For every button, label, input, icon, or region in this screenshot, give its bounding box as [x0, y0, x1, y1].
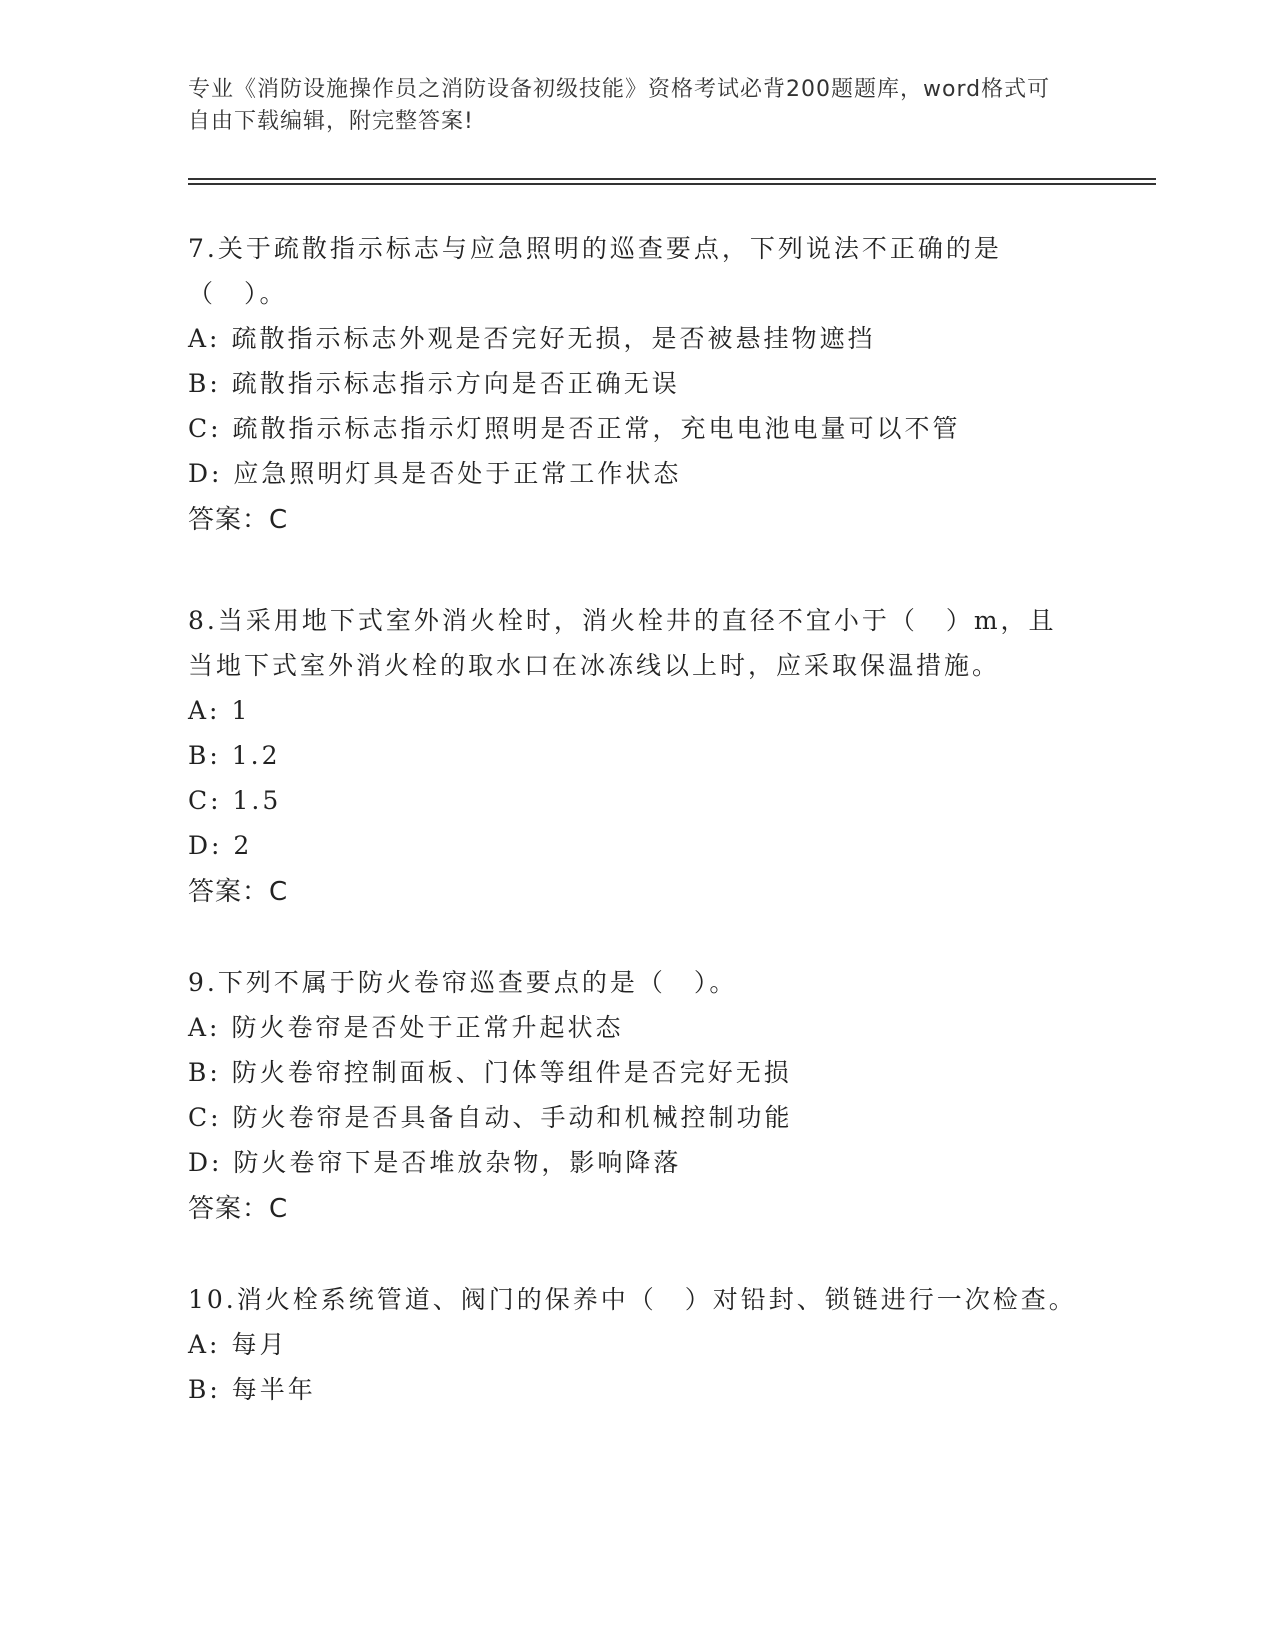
option-letter: B: [188, 1375, 221, 1404]
option-b [188, 361, 1078, 406]
option-letter: C: [188, 414, 222, 443]
question-7 [188, 226, 1078, 544]
option-letter: A: [188, 696, 221, 725]
option-letter: D: [188, 831, 223, 860]
option-letter: A: [188, 1330, 221, 1359]
option-text: 疏散指示标志指示灯照明是否正常，充电电池电量可以不管 [232, 414, 961, 443]
option-letter: A: [188, 324, 221, 353]
option-d [188, 823, 1078, 868]
option-c [188, 406, 1078, 451]
option-b [188, 1050, 1078, 1095]
header-divider-bottom [188, 183, 1156, 185]
option-a [188, 316, 1078, 361]
option-text: 1.5 [232, 786, 282, 815]
document-header: 专业《消防设施操作员之消防设备初级技能》资格考试必背200题题库，word格式可自由下载编辑，附完整答案! [188, 77, 1051, 134]
question-stem: 7.关于疏散指示标志与应急照明的巡查要点，下列说法不正确的是（ ）。 [188, 234, 1002, 308]
question-stem: 10.消火栓系统管道、阀门的保养中（ ）对铅封、锁链进行一次检查。 [188, 1285, 1077, 1314]
question-stem: 9.下列不属于防火卷帘巡查要点的是（ ）。 [188, 968, 738, 997]
option-letter: C: [188, 786, 222, 815]
option-b [188, 733, 1078, 778]
option-letter: D: [188, 1148, 223, 1177]
option-d [188, 451, 1078, 496]
option-b [188, 1367, 1078, 1412]
option-text: 应急照明灯具是否处于正常工作状态 [233, 459, 682, 488]
option-letter: A: [188, 1013, 221, 1042]
option-a [188, 688, 1078, 733]
question-8 [188, 598, 1078, 916]
option-text: 每月 [231, 1330, 288, 1359]
question-stem: 8.当采用地下式室外消火栓时，消火栓井的直径不宜小于（ ）m，且当地下式室外消火栓的取水口在冰冻线以上时，应采取保温措施。 [188, 606, 1057, 680]
answer: 答案：C [188, 505, 289, 535]
option-letter: D: [188, 459, 223, 488]
answer: 答案：C [188, 877, 289, 907]
option-c [188, 778, 1078, 823]
option-text: 防火卷帘下是否堆放杂物，影响降落 [233, 1148, 682, 1177]
option-text: 疏散指示标志外观是否完好无损，是否被悬挂物遮挡 [231, 324, 876, 353]
option-text: 疏散指示标志指示方向是否正确无误 [231, 369, 680, 398]
question-10 [188, 1277, 1078, 1412]
option-text: 1.2 [231, 741, 281, 770]
option-letter: B: [188, 741, 221, 770]
answer: 答案：C [188, 1194, 289, 1224]
option-text: 防火卷帘是否处于正常升起状态 [231, 1013, 624, 1042]
option-text: 防火卷帘控制面板、门体等组件是否完好无损 [231, 1058, 792, 1087]
option-text: 2 [233, 831, 253, 860]
option-text: 1 [231, 696, 251, 725]
option-c [188, 1095, 1078, 1140]
option-text: 每半年 [231, 1375, 316, 1404]
option-letter: B: [188, 369, 221, 398]
option-letter: B: [188, 1058, 221, 1087]
option-a [188, 1005, 1078, 1050]
question-9 [188, 960, 1078, 1233]
option-a [188, 1322, 1078, 1367]
option-letter: C: [188, 1103, 222, 1132]
header-divider-top [188, 178, 1156, 180]
option-d [188, 1140, 1078, 1185]
option-text: 防火卷帘是否具备自动、手动和机械控制功能 [232, 1103, 793, 1132]
